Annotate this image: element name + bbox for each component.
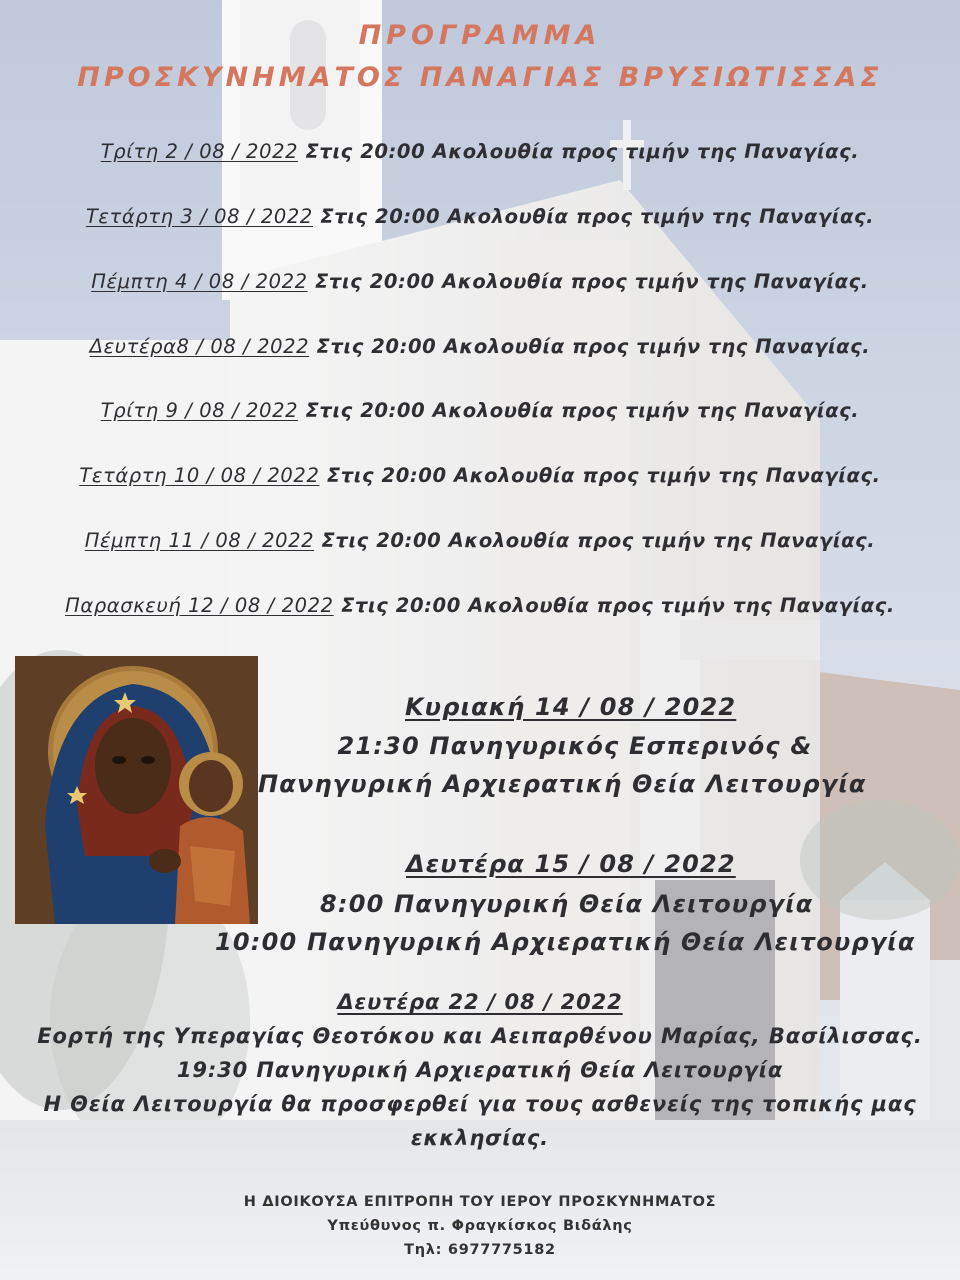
feast-2-date xyxy=(406,850,736,878)
committee-name: Η ΔΙΟΙΚΟΥΣΑ ΕΠΙΤΡΟΠΗ ΤΟΥ ΙΕΡΟΥ ΠΡΟΣΚΥΝΗΜΑΤΟΣ xyxy=(243,1194,717,1210)
schedule-date: Πέμπτη 4 / 08 / 2022 xyxy=(91,270,308,293)
schedule-row xyxy=(0,140,960,163)
title-line-1: ΠΡΟΓΡΑΜΜΑ xyxy=(358,20,602,51)
feast-date-label: Κυριακή 14 / 08 / 2022 xyxy=(405,693,737,721)
schedule-date: Τετάρτη 3 / 08 / 2022 xyxy=(85,205,313,228)
feast-3-date xyxy=(0,985,960,1019)
feast-3-line-1: Εορτή της Υπεραγίας Θεοτόκου και Αειπαρθένου Μαρίας, Βασίλισσας. xyxy=(37,1024,923,1048)
feast-2-line-2: 10:00 Πανηγυρική Αρχιερατική Θεία Λειτουργία xyxy=(215,928,916,956)
schedule-row xyxy=(0,205,960,228)
footer xyxy=(0,1190,960,1262)
feast-3-block xyxy=(0,985,960,1155)
feast-1-line-1: 21:30 Πανηγυρικός Εσπερινός & xyxy=(337,732,813,760)
schedule-row xyxy=(0,335,960,358)
schedule-date: Τρίτη 9 / 08 / 2022 xyxy=(100,399,299,422)
schedule-row xyxy=(0,594,960,617)
schedule-text: Στις 20:00 Ακολουθία προς τιμήν της Παναγίας. xyxy=(298,399,860,422)
feast-3-line-3: Η Θεία Λειτουργία θα προσφερθεί για τους ασθενείς της τοπικής μας xyxy=(43,1092,917,1116)
feast-3-line-4: εκκλησίας. xyxy=(410,1126,550,1150)
schedule-date: Τετάρτη 10 / 08 / 2022 xyxy=(79,464,320,487)
schedule-date: Πέμπτη 11 / 08 / 2022 xyxy=(84,529,315,552)
schedule-text: Στις 20:00 Ακολουθία προς τιμήν της Παναγίας. xyxy=(333,594,895,617)
phone-number: Τηλ: 6977775182 xyxy=(404,1242,556,1258)
feast-2-line-1: 8:00 Πανηγυρική Θεία Λειτουργία xyxy=(320,890,814,918)
schedule-row xyxy=(0,529,960,552)
virgin-and-child-icon xyxy=(15,656,258,924)
title-line-2: ΠΡΟΣΚΥΝΗΜΑΤΟΣ ΠΑΝΑΓΙΑΣ ΒΡΥΣΙΩΤΙΣΣΑΣ xyxy=(77,62,883,93)
schedule-row xyxy=(0,399,960,422)
feast-1-line-2: Πανηγυρική Αρχιερατική Θεία Λειτουργία xyxy=(258,770,867,798)
schedule-date: Δευτέρα8 / 08 / 2022 xyxy=(89,335,310,358)
schedule-text: Στις 20:00 Ακολουθία προς τιμήν της Παναγίας. xyxy=(307,270,869,293)
feast-date-label: Δευτέρα 22 / 08 / 2022 xyxy=(337,990,623,1014)
schedule-text: Στις 20:00 Ακολουθία προς τιμήν της Παναγίας. xyxy=(319,464,881,487)
feast-date-label: Δευτέρα 15 / 08 / 2022 xyxy=(406,850,736,878)
schedule-date: Τρίτη 2 / 08 / 2022 xyxy=(100,140,299,163)
responsible-person: Υπεύθυνος π. Φραγκίσκος Βιδάλης xyxy=(327,1218,633,1234)
feast-1-date xyxy=(405,693,736,721)
schedule-text: Στις 20:00 Ακολουθία προς τιμήν της Παναγίας. xyxy=(298,140,860,163)
schedule-text: Στις 20:00 Ακολουθία προς τιμήν της Παναγίας. xyxy=(314,529,876,552)
virgin-icon-image xyxy=(15,656,258,924)
schedule-row xyxy=(0,464,960,487)
feast-3-line-2: 19:30 Πανηγυρική Αρχιερατική Θεία Λειτουργία xyxy=(176,1058,784,1082)
schedule-text: Στις 20:00 Ακολουθία προς τιμήν της Παναγίας. xyxy=(309,335,871,358)
schedule-date: Παρασκευή 12 / 08 / 2022 xyxy=(65,594,334,617)
schedule-text: Στις 20:00 Ακολουθία προς τιμήν της Παναγίας. xyxy=(312,205,875,228)
schedule-row xyxy=(0,270,960,293)
